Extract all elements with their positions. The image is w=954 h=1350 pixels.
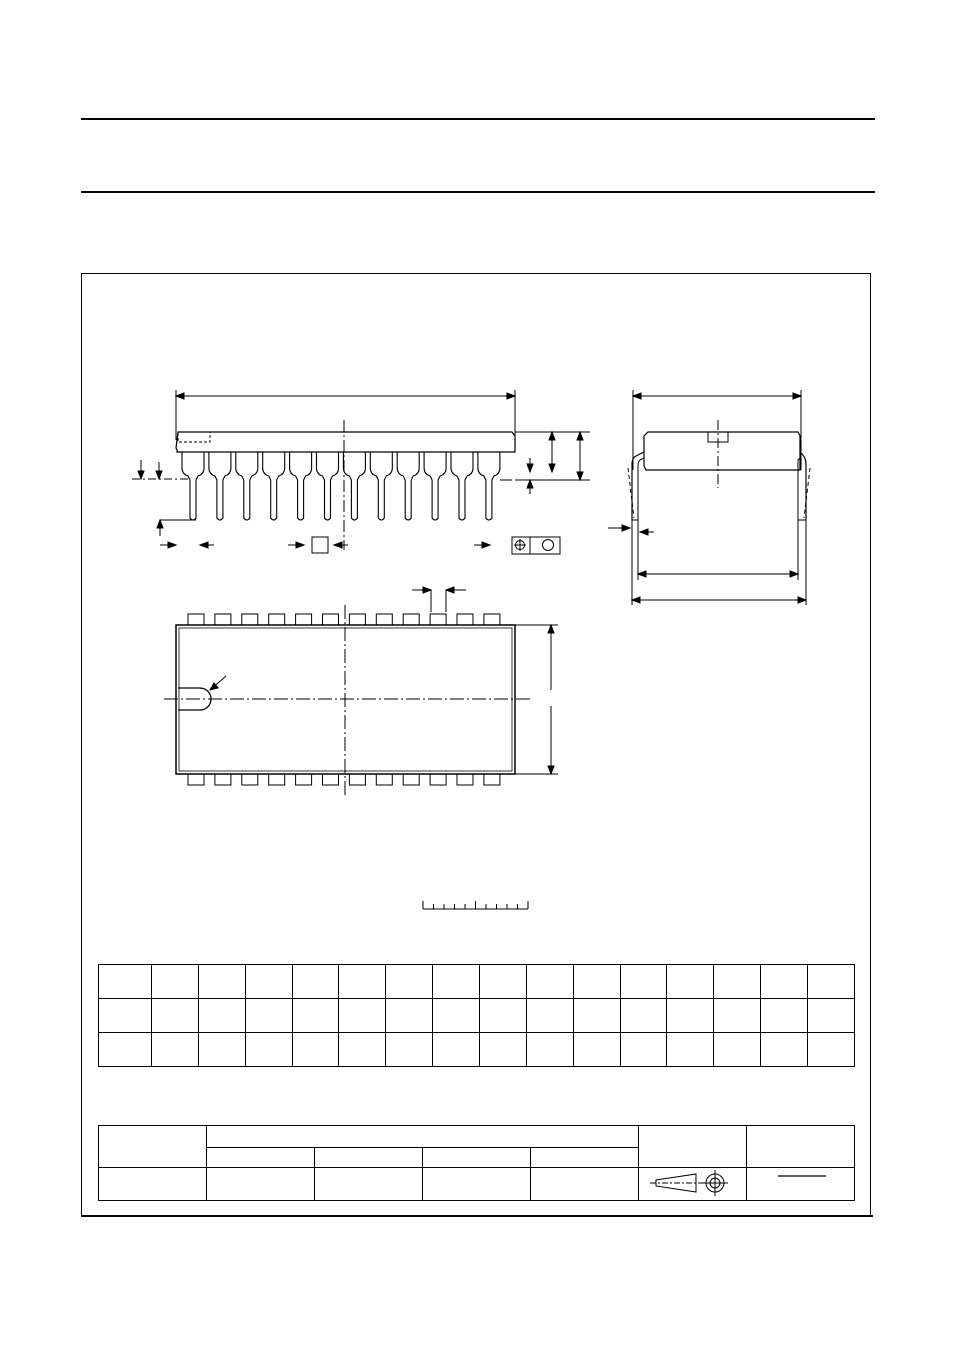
european-projection-cell — [639, 1126, 747, 1168]
dimension-cell — [433, 965, 480, 999]
extra-value — [531, 1168, 639, 1201]
bottom-pin — [349, 774, 365, 785]
side-pin — [317, 452, 339, 520]
reference-iec-cell — [207, 1148, 315, 1168]
bottom-pin — [323, 774, 339, 785]
top-pin — [215, 614, 231, 625]
bottom-pin — [430, 774, 446, 785]
dimension-cell — [292, 965, 339, 999]
references-header-cell — [207, 1126, 639, 1148]
dimension-cell — [292, 999, 339, 1033]
dimension-cell — [433, 1033, 480, 1067]
eiaj-value — [423, 1168, 531, 1201]
top-pin — [188, 614, 204, 625]
bottom-pin — [215, 774, 231, 785]
dimension-cell — [761, 999, 808, 1033]
top-pin — [323, 614, 339, 625]
bottom-pin — [457, 774, 473, 785]
outline-version-table — [98, 1125, 855, 1201]
side-pin — [451, 452, 473, 520]
bottom-pin — [242, 774, 258, 785]
dimension-cell — [667, 999, 714, 1033]
dimension-cell — [761, 965, 808, 999]
dimension-cell — [667, 1033, 714, 1067]
dimension-cell — [620, 1033, 667, 1067]
side-pin — [209, 452, 231, 520]
dimension-cell — [480, 965, 527, 999]
top-pin — [376, 614, 392, 625]
bottom-pin — [296, 774, 312, 785]
dimension-cell — [808, 1033, 855, 1067]
scale-bar — [423, 901, 528, 909]
side-pin — [236, 452, 258, 520]
side-pin — [424, 452, 446, 520]
dimension-cell — [573, 999, 620, 1033]
top-pin — [484, 614, 500, 625]
dimension-cell — [292, 1033, 339, 1067]
dimension-cell — [152, 965, 199, 999]
projection-value — [639, 1168, 747, 1201]
dimension-cell — [714, 1033, 761, 1067]
dimension-cell — [620, 999, 667, 1033]
reference-extra-cell — [531, 1148, 639, 1168]
dimension-cell — [339, 965, 386, 999]
dimension-cell — [198, 1033, 245, 1067]
bottom-pin — [403, 774, 419, 785]
dimension-cell — [245, 965, 292, 999]
dimension-cell — [386, 1033, 433, 1067]
side-pin — [343, 452, 365, 520]
dimension-cell — [526, 965, 573, 999]
side-pin — [263, 452, 285, 520]
dimension-cell — [526, 999, 573, 1033]
side-pin — [370, 452, 392, 520]
dimension-cell — [339, 999, 386, 1033]
outline-version-value — [99, 1168, 207, 1201]
dimension-cell — [761, 1033, 808, 1067]
side-view — [132, 390, 590, 554]
dimension-cell — [386, 999, 433, 1033]
bottom-pin — [484, 774, 500, 785]
top-pin — [457, 614, 473, 625]
bottom-pin — [269, 774, 285, 785]
frame-bottom-rule — [81, 1215, 873, 1217]
dimension-cell — [386, 965, 433, 999]
top-pin — [349, 614, 365, 625]
dimension-cell — [198, 965, 245, 999]
dimension-cell — [526, 1033, 573, 1067]
reference-eiaj-cell — [423, 1148, 531, 1168]
dimension-cell — [480, 999, 527, 1033]
top-pin — [269, 614, 285, 625]
top-pin — [430, 614, 446, 625]
side-view-pins — [182, 452, 500, 520]
top-view — [164, 587, 558, 795]
dimension-cell — [245, 999, 292, 1033]
side-pin — [182, 452, 204, 520]
dimension-cell — [99, 999, 152, 1033]
bottom-pin — [376, 774, 392, 785]
dimension-cell — [667, 965, 714, 999]
dimension-cell — [152, 999, 199, 1033]
dimension-cell — [433, 999, 480, 1033]
issue-date-cell — [747, 1126, 855, 1168]
dimension-cell — [620, 965, 667, 999]
dimension-cell — [152, 1033, 199, 1067]
reference-jedec-cell — [315, 1148, 423, 1168]
dimension-cell — [245, 1033, 292, 1067]
dimension-cell — [573, 965, 620, 999]
side-pin — [478, 452, 500, 520]
top-pin — [242, 614, 258, 625]
dimension-cell — [480, 1033, 527, 1067]
outline-version-cell — [99, 1126, 207, 1168]
issue-date-value — [747, 1168, 855, 1201]
side-pin — [397, 452, 419, 520]
dimension-cell — [808, 999, 855, 1033]
iec-value — [207, 1168, 315, 1201]
dimension-cell — [99, 1033, 152, 1067]
dimension-cell — [808, 965, 855, 999]
dimension-cell — [339, 1033, 386, 1067]
dimension-table — [98, 964, 855, 1067]
dimension-cell — [99, 965, 152, 999]
dimension-cell — [198, 999, 245, 1033]
top-pin — [403, 614, 419, 625]
dimension-cell — [714, 965, 761, 999]
dimension-cell — [714, 999, 761, 1033]
bottom-pin — [188, 774, 204, 785]
end-view — [608, 390, 810, 605]
dimension-cell — [573, 1033, 620, 1067]
top-pin — [296, 614, 312, 625]
jedec-value — [315, 1168, 423, 1201]
side-pin — [290, 452, 312, 520]
